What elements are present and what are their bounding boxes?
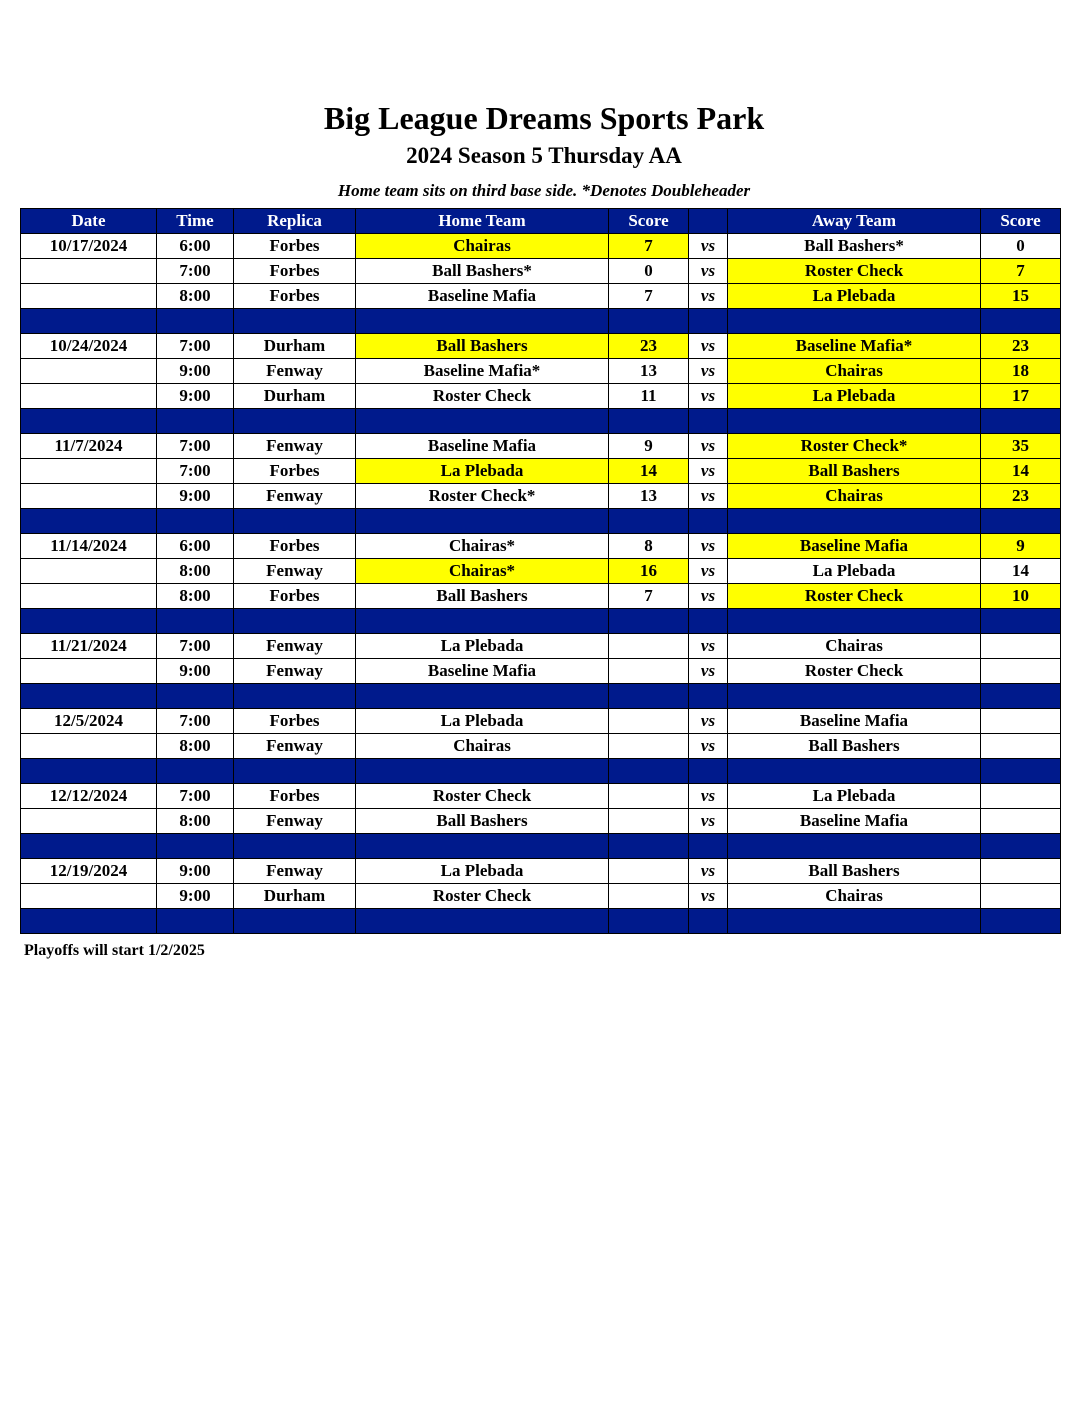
separator-cell [21, 759, 157, 784]
game-field: Fenway [234, 359, 356, 384]
game-row [21, 734, 1061, 759]
away-score: 14 [981, 459, 1061, 484]
separator-cell [356, 759, 609, 784]
separator-cell [981, 684, 1061, 709]
separator-cell [234, 759, 356, 784]
game-time: 8:00 [157, 734, 234, 759]
game-field: Forbes [234, 234, 356, 259]
separator-cell [609, 609, 689, 634]
separator-cell [21, 509, 157, 534]
game-date [21, 359, 157, 384]
game-row [21, 784, 1061, 809]
game-date [21, 484, 157, 509]
home-score [609, 734, 689, 759]
separator-cell [981, 909, 1061, 934]
schedule-table [20, 208, 1061, 934]
separator-cell [609, 684, 689, 709]
game-row [21, 334, 1061, 359]
game-field: Fenway [234, 434, 356, 459]
home-team: Baseline Mafia* [356, 359, 609, 384]
game-time: 7:00 [157, 634, 234, 659]
game-time: 7:00 [157, 334, 234, 359]
separator-cell [157, 684, 234, 709]
header-row [21, 209, 1061, 234]
separator-cell [609, 834, 689, 859]
game-field: Forbes [234, 709, 356, 734]
vs-label: vs [689, 334, 728, 359]
game-date: 11/7/2024 [21, 434, 157, 459]
home-team: Ball Bashers* [356, 259, 609, 284]
separator-cell [981, 509, 1061, 534]
separator-cell [356, 684, 609, 709]
home-score: 16 [609, 559, 689, 584]
col-header-replica: Replica [234, 209, 356, 234]
vs-label: vs [689, 234, 728, 259]
game-time: 9:00 [157, 659, 234, 684]
separator-cell [157, 834, 234, 859]
season-subtitle: 2024 Season 5 Thursday AA [406, 143, 682, 168]
week-separator [21, 834, 1061, 859]
separator-cell [689, 409, 728, 434]
home-score [609, 884, 689, 909]
away-score [981, 809, 1061, 834]
away-score: 18 [981, 359, 1061, 384]
home-score: 13 [609, 359, 689, 384]
home-team: Roster Check* [356, 484, 609, 509]
game-date [21, 284, 157, 309]
separator-cell [234, 909, 356, 934]
home-score [609, 634, 689, 659]
game-time: 7:00 [157, 434, 234, 459]
separator-cell [689, 909, 728, 934]
game-row [21, 884, 1061, 909]
home-team: La Plebada [356, 634, 609, 659]
game-date [21, 734, 157, 759]
away-team: Baseline Mafia [728, 534, 981, 559]
separator-cell [981, 834, 1061, 859]
away-score [981, 859, 1061, 884]
game-time: 8:00 [157, 584, 234, 609]
separator-cell [234, 309, 356, 334]
vs-label: vs [689, 884, 728, 909]
separator-cell [728, 834, 981, 859]
away-team: Ball Bashers [728, 459, 981, 484]
game-date [21, 559, 157, 584]
away-score: 14 [981, 559, 1061, 584]
home-score [609, 659, 689, 684]
separator-cell [234, 684, 356, 709]
vs-label: vs [689, 459, 728, 484]
game-field: Durham [234, 884, 356, 909]
separator-cell [728, 909, 981, 934]
separator-cell [689, 684, 728, 709]
game-time: 7:00 [157, 784, 234, 809]
vs-label: vs [689, 809, 728, 834]
game-row [21, 809, 1061, 834]
col-header-away-score: Score [981, 209, 1061, 234]
col-header-time: Time [157, 209, 234, 234]
vs-label: vs [689, 484, 728, 509]
away-team: Baseline Mafia* [728, 334, 981, 359]
home-score: 13 [609, 484, 689, 509]
separator-cell [157, 909, 234, 934]
separator-cell [21, 909, 157, 934]
home-score [609, 709, 689, 734]
game-time: 7:00 [157, 459, 234, 484]
vs-label: vs [689, 634, 728, 659]
game-time: 6:00 [157, 534, 234, 559]
vs-label: vs [689, 434, 728, 459]
col-header-home-score: Score [609, 209, 689, 234]
away-team: Roster Check* [728, 434, 981, 459]
week-separator [21, 909, 1061, 934]
game-field: Durham [234, 334, 356, 359]
away-team: Ball Bashers [728, 859, 981, 884]
home-team: Baseline Mafia [356, 659, 609, 684]
away-team: Roster Check [728, 584, 981, 609]
game-row [21, 284, 1061, 309]
separator-cell [609, 509, 689, 534]
away-score: 23 [981, 334, 1061, 359]
separator-cell [728, 409, 981, 434]
home-team: Baseline Mafia [356, 284, 609, 309]
separator-cell [981, 409, 1061, 434]
separator-cell [356, 909, 609, 934]
home-score: 8 [609, 534, 689, 559]
away-score [981, 634, 1061, 659]
game-row [21, 634, 1061, 659]
vs-label: vs [689, 284, 728, 309]
separator-cell [981, 609, 1061, 634]
separator-cell [157, 409, 234, 434]
vs-label: vs [689, 784, 728, 809]
game-field: Fenway [234, 484, 356, 509]
page-title: Big League Dreams Sports Park [323, 100, 765, 136]
col-header-vs [689, 209, 728, 234]
col-header-away-team: Away Team [728, 209, 981, 234]
away-score: 15 [981, 284, 1061, 309]
game-date [21, 259, 157, 284]
away-score [981, 734, 1061, 759]
game-row [21, 384, 1061, 409]
game-date [21, 459, 157, 484]
game-date [21, 584, 157, 609]
playoffs-note: Playoffs will start 1/2/2025 [24, 942, 205, 959]
game-field: Fenway [234, 634, 356, 659]
separator-cell [609, 309, 689, 334]
home-team: Ball Bashers [356, 334, 609, 359]
vs-label: vs [689, 559, 728, 584]
game-date: 10/17/2024 [21, 234, 157, 259]
home-score [609, 859, 689, 884]
away-team: Chairas [728, 484, 981, 509]
home-team: Ball Bashers [356, 809, 609, 834]
separator-cell [728, 684, 981, 709]
home-team: Baseline Mafia [356, 434, 609, 459]
home-score: 0 [609, 259, 689, 284]
game-time: 7:00 [157, 709, 234, 734]
game-row [21, 659, 1061, 684]
separator-cell [689, 309, 728, 334]
home-score: 11 [609, 384, 689, 409]
game-row [21, 859, 1061, 884]
vs-label: vs [689, 584, 728, 609]
game-field: Fenway [234, 559, 356, 584]
game-row [21, 584, 1061, 609]
game-date: 12/5/2024 [21, 709, 157, 734]
col-header-home-team: Home Team [356, 209, 609, 234]
separator-cell [689, 759, 728, 784]
game-time: 8:00 [157, 284, 234, 309]
vs-label: vs [689, 709, 728, 734]
game-date [21, 659, 157, 684]
game-time: 9:00 [157, 859, 234, 884]
game-time: 8:00 [157, 559, 234, 584]
home-team: La Plebada [356, 709, 609, 734]
away-team: Ball Bashers* [728, 234, 981, 259]
game-date: 11/21/2024 [21, 634, 157, 659]
week-separator [21, 409, 1061, 434]
col-header-date: Date [21, 209, 157, 234]
game-row [21, 709, 1061, 734]
separator-cell [234, 509, 356, 534]
separator-cell [981, 759, 1061, 784]
home-team: Roster Check [356, 784, 609, 809]
schedule-body [21, 234, 1061, 934]
game-date [21, 384, 157, 409]
vs-label: vs [689, 384, 728, 409]
separator-cell [356, 609, 609, 634]
home-team: Chairas* [356, 534, 609, 559]
home-team: Chairas* [356, 559, 609, 584]
away-team: Roster Check [728, 659, 981, 684]
game-time: 9:00 [157, 359, 234, 384]
home-team: La Plebada [356, 859, 609, 884]
game-row [21, 434, 1061, 459]
away-team: La Plebada [728, 784, 981, 809]
separator-cell [21, 684, 157, 709]
away-team: Roster Check [728, 259, 981, 284]
week-separator [21, 759, 1061, 784]
home-team: Roster Check [356, 884, 609, 909]
game-field: Fenway [234, 659, 356, 684]
away-score: 35 [981, 434, 1061, 459]
vs-label: vs [689, 734, 728, 759]
home-score: 7 [609, 234, 689, 259]
game-row [21, 534, 1061, 559]
game-date: 12/19/2024 [21, 859, 157, 884]
away-team: Chairas [728, 884, 981, 909]
away-team: La Plebada [728, 559, 981, 584]
week-separator [21, 309, 1061, 334]
home-score [609, 809, 689, 834]
home-score [609, 784, 689, 809]
game-field: Durham [234, 384, 356, 409]
game-field: Fenway [234, 734, 356, 759]
separator-cell [609, 759, 689, 784]
game-date: 11/14/2024 [21, 534, 157, 559]
vs-label: vs [689, 259, 728, 284]
separator-cell [356, 834, 609, 859]
game-time: 8:00 [157, 809, 234, 834]
separator-cell [356, 409, 609, 434]
separator-cell [728, 759, 981, 784]
away-score: 17 [981, 384, 1061, 409]
game-field: Forbes [234, 584, 356, 609]
separator-cell [609, 909, 689, 934]
away-score [981, 784, 1061, 809]
separator-cell [981, 309, 1061, 334]
game-row [21, 234, 1061, 259]
home-team: La Plebada [356, 459, 609, 484]
away-team: La Plebada [728, 284, 981, 309]
away-team: Ball Bashers [728, 734, 981, 759]
separator-cell [21, 409, 157, 434]
week-separator [21, 609, 1061, 634]
game-row [21, 484, 1061, 509]
vs-label: vs [689, 534, 728, 559]
away-score: 9 [981, 534, 1061, 559]
away-score: 23 [981, 484, 1061, 509]
separator-cell [689, 609, 728, 634]
game-time: 9:00 [157, 384, 234, 409]
away-score: 10 [981, 584, 1061, 609]
separator-cell [157, 309, 234, 334]
vs-label: vs [689, 359, 728, 384]
separator-cell [609, 409, 689, 434]
game-field: Forbes [234, 459, 356, 484]
separator-cell [689, 509, 728, 534]
game-field: Forbes [234, 534, 356, 559]
game-field: Fenway [234, 859, 356, 884]
game-row [21, 459, 1061, 484]
game-row [21, 359, 1061, 384]
away-team: Chairas [728, 634, 981, 659]
away-score [981, 884, 1061, 909]
home-team: Ball Bashers [356, 584, 609, 609]
away-score [981, 709, 1061, 734]
separator-cell [157, 609, 234, 634]
separator-cell [356, 509, 609, 534]
game-row [21, 559, 1061, 584]
vs-label: vs [689, 859, 728, 884]
week-separator [21, 509, 1061, 534]
separator-cell [157, 759, 234, 784]
away-team: Chairas [728, 359, 981, 384]
game-date [21, 884, 157, 909]
home-team: Chairas [356, 234, 609, 259]
game-field: Forbes [234, 284, 356, 309]
separator-cell [689, 834, 728, 859]
separator-cell [21, 309, 157, 334]
separator-cell [728, 509, 981, 534]
week-separator [21, 684, 1061, 709]
away-score: 0 [981, 234, 1061, 259]
game-date: 10/24/2024 [21, 334, 157, 359]
game-date: 12/12/2024 [21, 784, 157, 809]
separator-cell [234, 834, 356, 859]
away-score [981, 659, 1061, 684]
separator-cell [234, 609, 356, 634]
separator-cell [21, 609, 157, 634]
separator-cell [234, 409, 356, 434]
away-team: La Plebada [728, 384, 981, 409]
home-score: 7 [609, 284, 689, 309]
home-score: 14 [609, 459, 689, 484]
vs-label: vs [689, 659, 728, 684]
game-field: Forbes [234, 784, 356, 809]
game-time: 9:00 [157, 884, 234, 909]
away-score: 7 [981, 259, 1061, 284]
away-team: Baseline Mafia [728, 809, 981, 834]
separator-cell [157, 509, 234, 534]
game-time: 7:00 [157, 259, 234, 284]
home-team: Roster Check [356, 384, 609, 409]
home-score: 9 [609, 434, 689, 459]
schedule-note: Home team sits on third base side. *Denotes Doubleheader [337, 181, 751, 200]
separator-cell [728, 309, 981, 334]
game-row [21, 259, 1061, 284]
game-field: Forbes [234, 259, 356, 284]
home-score: 23 [609, 334, 689, 359]
separator-cell [728, 609, 981, 634]
away-team: Baseline Mafia [728, 709, 981, 734]
separator-cell [21, 834, 157, 859]
game-time: 9:00 [157, 484, 234, 509]
separator-cell [356, 309, 609, 334]
game-field: Fenway [234, 809, 356, 834]
game-time: 6:00 [157, 234, 234, 259]
game-date [21, 809, 157, 834]
home-team: Chairas [356, 734, 609, 759]
home-score: 7 [609, 584, 689, 609]
